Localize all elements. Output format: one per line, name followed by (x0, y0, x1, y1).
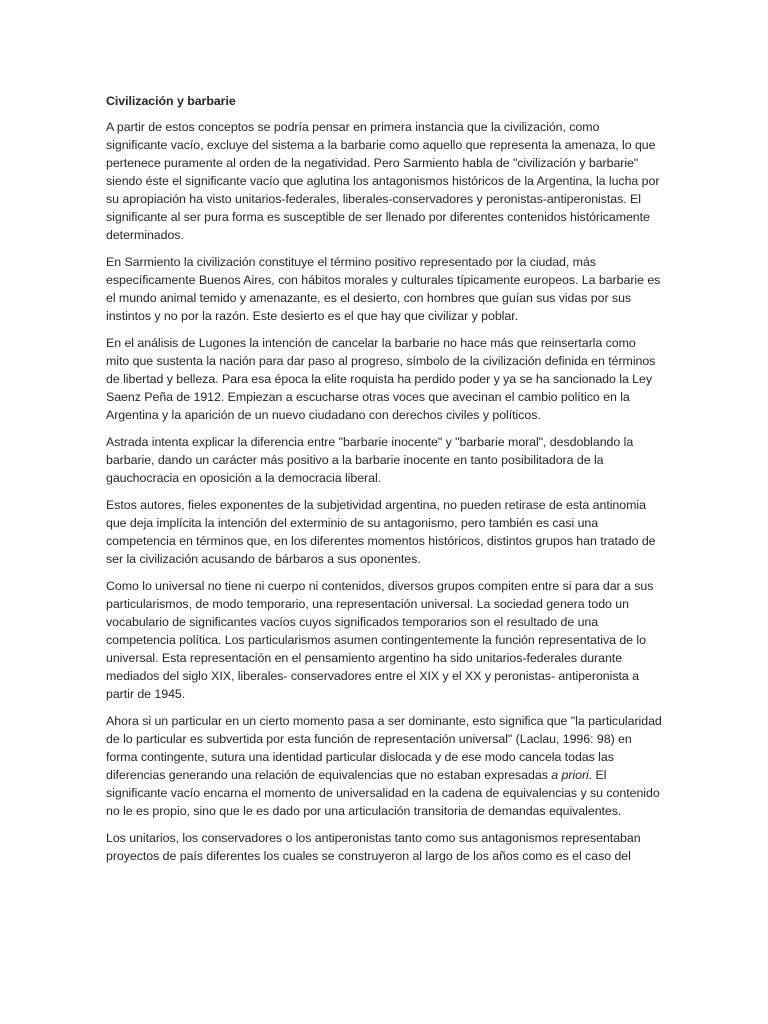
document-body (106, 92, 662, 865)
paragraph-1: A partir de estos conceptos se podría pensar en primera instancia que la civilización, como significante vacío, excluye del sistema a la barbarie como aquello que representa la amenaza, lo que pertenece puramente al orden de la negatividad. Pero Sarmiento habla de "civilización y barbarie" siendo éste el significante vacío que aglutina los antagonismos históricos de la Argentina, la lucha por su apropiación ha visto unitarios-federales, liberales-conservadores y peronistas-antiperonistas. El significante al ser pura forma es susceptible de ser llenado por diferentes contenidos históricamente determinados. (106, 120, 660, 242)
paragraph-5: Estos autores, fieles exponentes de la subjetividad argentina, no pueden retirase de esta antinomia que deja implícita la intención del exterminio de su antagonismo, pero también es casi una competencia en términos que, en los diferentes momentos históricos, distintos grupos han tratado de ser la civilización acusando de bárbaros a sus oponentes. (106, 498, 656, 566)
paragraph-7-text-end: . El significante vacío encarna el momento de universalidad en la cadena de equivalencias y su contenido no le es propio, sino que le es dado por una articulación transitoria de demandas equivalentes. (106, 768, 660, 818)
paragraph-4: Astrada intenta explicar la diferencia entre "barbarie inocente" y "barbarie moral", desdoblando la barbarie, dando un carácter más positivo a la barbarie inocente en tanto posibilitadora de la gauchocracia en oposición a la democracia liberal. (106, 435, 634, 485)
paragraph-7 (106, 712, 662, 820)
document-title: Civilización y barbarie (106, 94, 236, 108)
paragraph-2: En Sarmiento la civilización constituye el término positivo representado por la ciudad, más específicamente Buenos Aires, con hábitos morales y culturales típicamente europeos. La barbarie es el mundo animal temido y amenazante, es el desierto, con hombres que guían sus vidas por sus instintos y no por la razón. Este desierto es el que hay que civilizar y poblar. (106, 255, 661, 323)
paragraph-6: Como lo universal no tiene ni cuerpo ni contenidos, diversos grupos compiten entre si para dar a sus particularismos, de modo temporario, una representación universal. La sociedad genera todo un vocabulario de significantes vacíos cuyos significados temporarios son el resultado de una competencia política. Los particularismos asumen contingentemente la función representativa de lo universal. Esta representación en el pensamiento argentino ha sido unitarios-federales durante mediados del siglo XIX, liberales- conservadores entre el XIX y el XX y peronistas- antiperonista a partir de 1945. (106, 579, 654, 701)
paragraph-3: En el análisis de Lugones la intención de cancelar la barbarie no hace más que reinsertarla como mito que sustenta la nación para dar paso al progreso, símbolo de la civilización definida en términos de libertad y belleza. Para esa época la elite roquista ha perdido poder y ya se ha sancionado la Ley Saenz Peña de 1912. Empiezan a escucharse otras voces que avecinan el cambio político en la Argentina y la aparición de un nuevo ciudadano con derechos civiles y políticos. (106, 336, 656, 422)
paragraph-7-italic-term: a priori (551, 768, 589, 782)
paragraph-7-text-start: Ahora si un particular en un cierto momento pasa a ser dominante, esto significa que "la particularidad de lo particular es subvertida por esta función de representación universal" (Laclau, 1996: 98) en forma contingente, sutura una identidad particular dislocada y de ese modo cancela todas las diferencias generando una relación de equivalencias que no estaban expresadas (106, 714, 662, 782)
paragraph-8: Los unitarios, los conservadores o los antiperonistas tanto como sus antagonismos representaban proyectos de país diferentes los cuales se construyeron al largo de los años como es el caso del (106, 831, 641, 863)
